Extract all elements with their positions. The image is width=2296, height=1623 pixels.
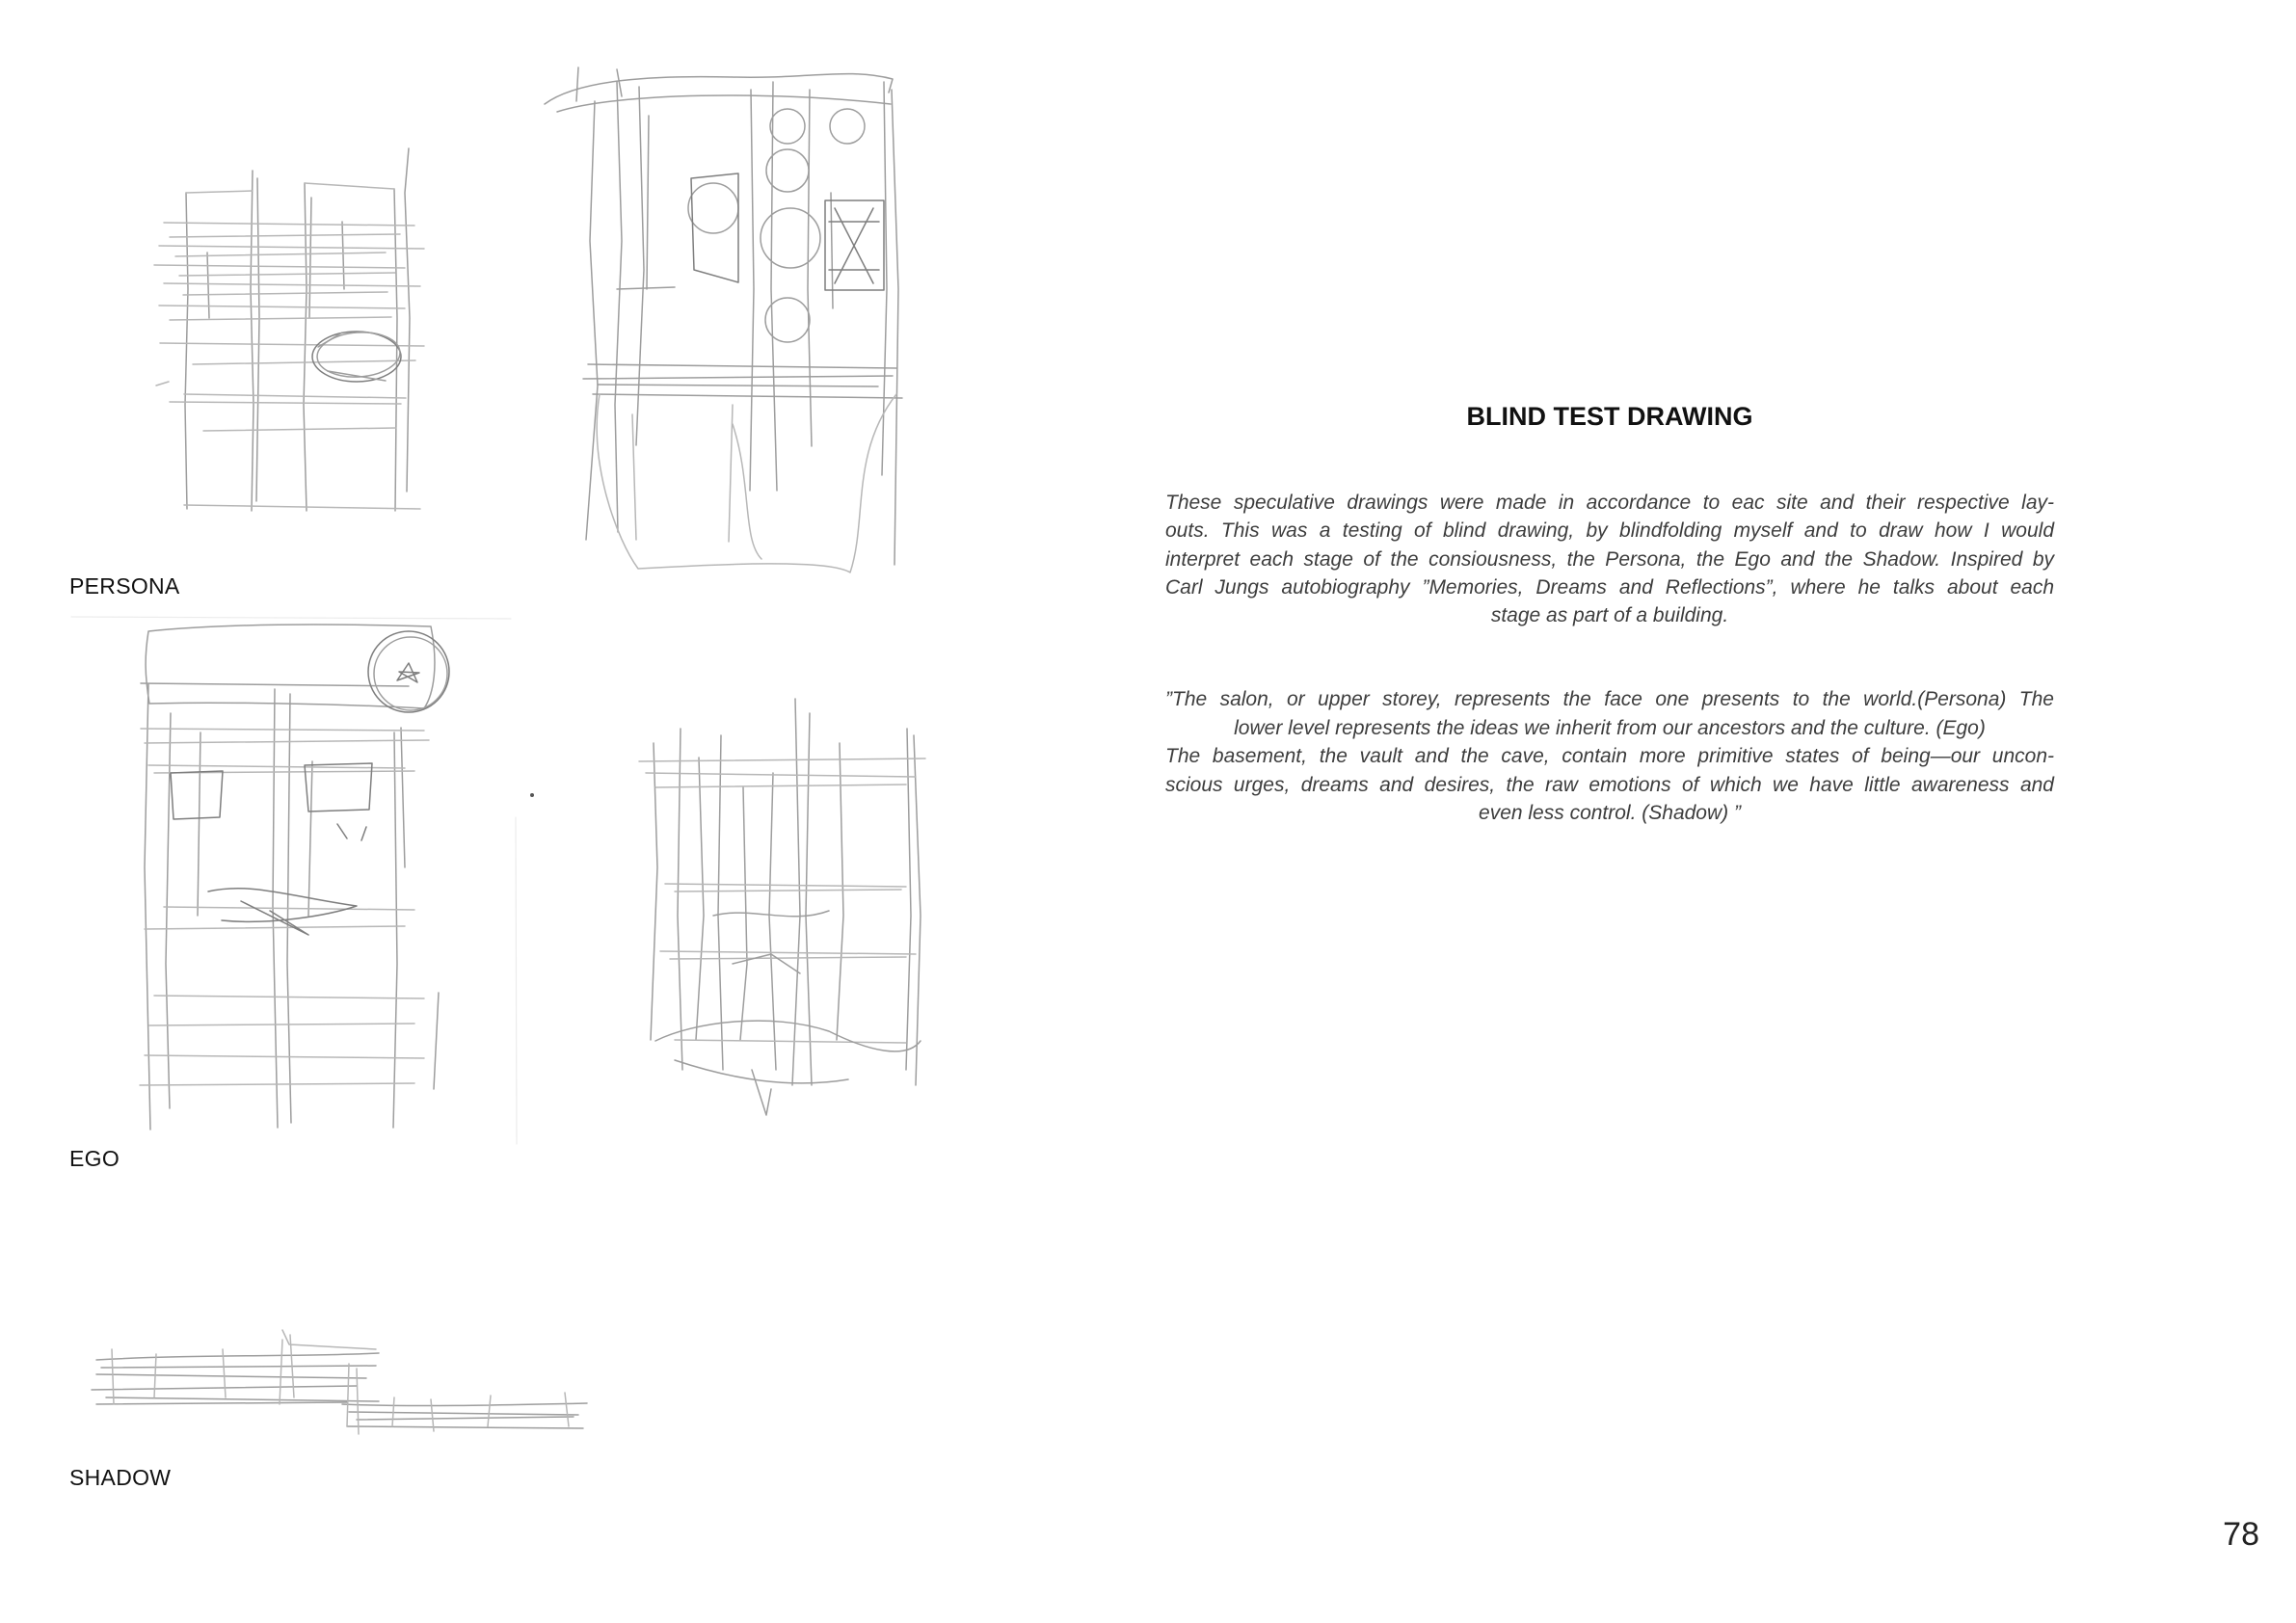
ego-sketch-left [71, 617, 534, 1144]
quote-paragraph [1165, 742, 2054, 828]
shadow-label: SHADOW [69, 1465, 172, 1490]
quote-line: even less control. (Shadow) ” [1479, 802, 1741, 825]
ego-sketch-left-star [397, 663, 419, 682]
ego-sketch-dot [530, 793, 534, 797]
quote-line: scious urges, dreams and desires, the raw emotions of which we have little awareness and [1165, 773, 2054, 796]
jung-quote [1165, 685, 2054, 828]
ego-sketch-left-top [141, 625, 435, 708]
intro-line: interpret each stage of the consiousness, the Persona, the Ego and the Shadow. Inspired by [1165, 547, 2054, 571]
persona-label: PERSONA [69, 573, 180, 599]
persona-sketch-right-circle [770, 109, 805, 144]
persona-sketch-right [545, 67, 902, 572]
quote-line: lower level represents the ideas we inherit from our ancestors and the culture. (Ego) [1234, 716, 1986, 739]
persona-sketch-right-circle [830, 109, 865, 144]
shadow-sketch-horizontals [92, 1353, 587, 1428]
persona-sketch-left-horizontals [154, 183, 424, 509]
ego-label: EGO [69, 1146, 120, 1171]
intro-line: These speculative drawings were made in accordance to eac site and their respective lay- [1165, 492, 2054, 514]
persona-sketch-right-verticals [586, 82, 898, 565]
shadow-sketch [92, 1330, 587, 1434]
quote-line: The basement, the vault and the cave, contain more primitive states of being—our uncon- [1165, 745, 2054, 768]
quote-paragraph [1165, 685, 2054, 742]
persona-sketch-right-circle [761, 208, 820, 268]
persona-sketch-right-roof [545, 67, 893, 112]
persona-sketch-right-base [597, 394, 896, 572]
ego-sketch-left-scan-edge [71, 617, 517, 1144]
persona-sketch-left [154, 148, 424, 511]
ego-sketch-right [639, 699, 925, 1115]
ego-sketch-left-horizontals [140, 729, 429, 1085]
ego-sketch-right-horizontals [639, 758, 925, 1043]
persona-sketch-left-verticals [185, 148, 410, 511]
persona-sketch-right-circle [688, 183, 738, 233]
intro-paragraph [1165, 489, 2054, 629]
page-title: BLIND TEST DRAWING [1466, 402, 1753, 431]
intro-line: stage as part of a building. [1490, 604, 1729, 627]
persona-sketch-right-horizontals [583, 287, 902, 398]
ego-sketch-right-details [655, 911, 921, 1115]
page-number: 78 [2223, 1516, 2259, 1553]
blind-test-sketches [0, 0, 964, 1623]
quote-line: ”The salon, or upper storey, represents the face one presents to the world.(Persona) The [1165, 688, 2054, 710]
shadow-sketch-verticals [112, 1330, 569, 1434]
intro-line: outs. This was a testing of blind drawing, by blindfolding myself and to draw how I would [1165, 519, 2054, 543]
persona-sketch-left-oval [312, 332, 401, 382]
intro-line: Carl Jungs autobiography ”Memories, Dreams and Reflections”, where he talks about each [1165, 575, 2054, 599]
ego-sketch-left-circle-retrace [374, 637, 447, 710]
